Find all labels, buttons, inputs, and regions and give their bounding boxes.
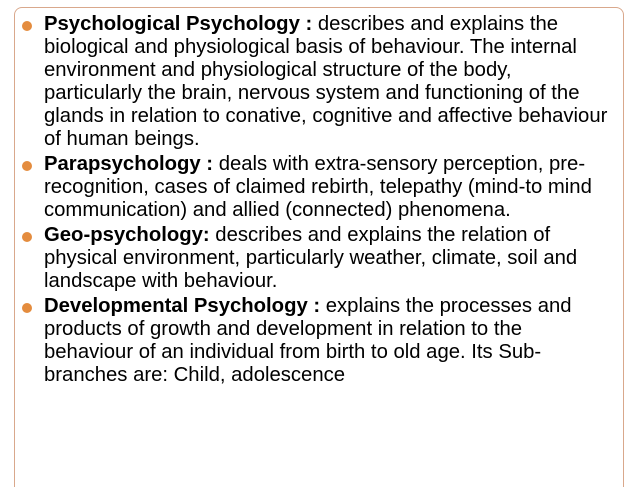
list-item — [44, 295, 614, 387]
list-item — [44, 153, 614, 222]
term-label: Parapsychology : — [44, 153, 214, 175]
term-description: describes and explains the relation of physical environment, particularly weather, climate, soil and landscape with behaviour. — [44, 224, 578, 292]
bullet-icon — [22, 232, 32, 242]
bullet-icon — [22, 303, 32, 313]
term-label: Developmental Psychology : — [44, 295, 321, 317]
term-description: deals with extra-sensory perception, pre-recognition, cases of claimed rebirth, telepathy (mind-to mind communication) and allied (connected) phenomena. — [44, 153, 592, 221]
bullet-list — [44, 13, 614, 389]
bullet-icon — [22, 161, 32, 171]
term-description: explains the processes and products of growth and development in relation to the behaviour of an individual from birth to old age. Its Sub-branches are: Child, adolescence — [44, 295, 572, 386]
list-item — [44, 13, 614, 151]
term-label: Geo-psychology: — [44, 224, 210, 246]
term-label: Psychological Psychology : — [44, 13, 313, 35]
bullet-icon — [22, 21, 32, 31]
term-description: describes and explains the biological and physiological basis of behaviour. The internal environment and physiological structure of the body, particularly the brain, nervous system and functioning of the glands in relation to conative, cognitive and affective behaviour of human beings. — [44, 13, 608, 150]
list-item — [44, 224, 614, 293]
